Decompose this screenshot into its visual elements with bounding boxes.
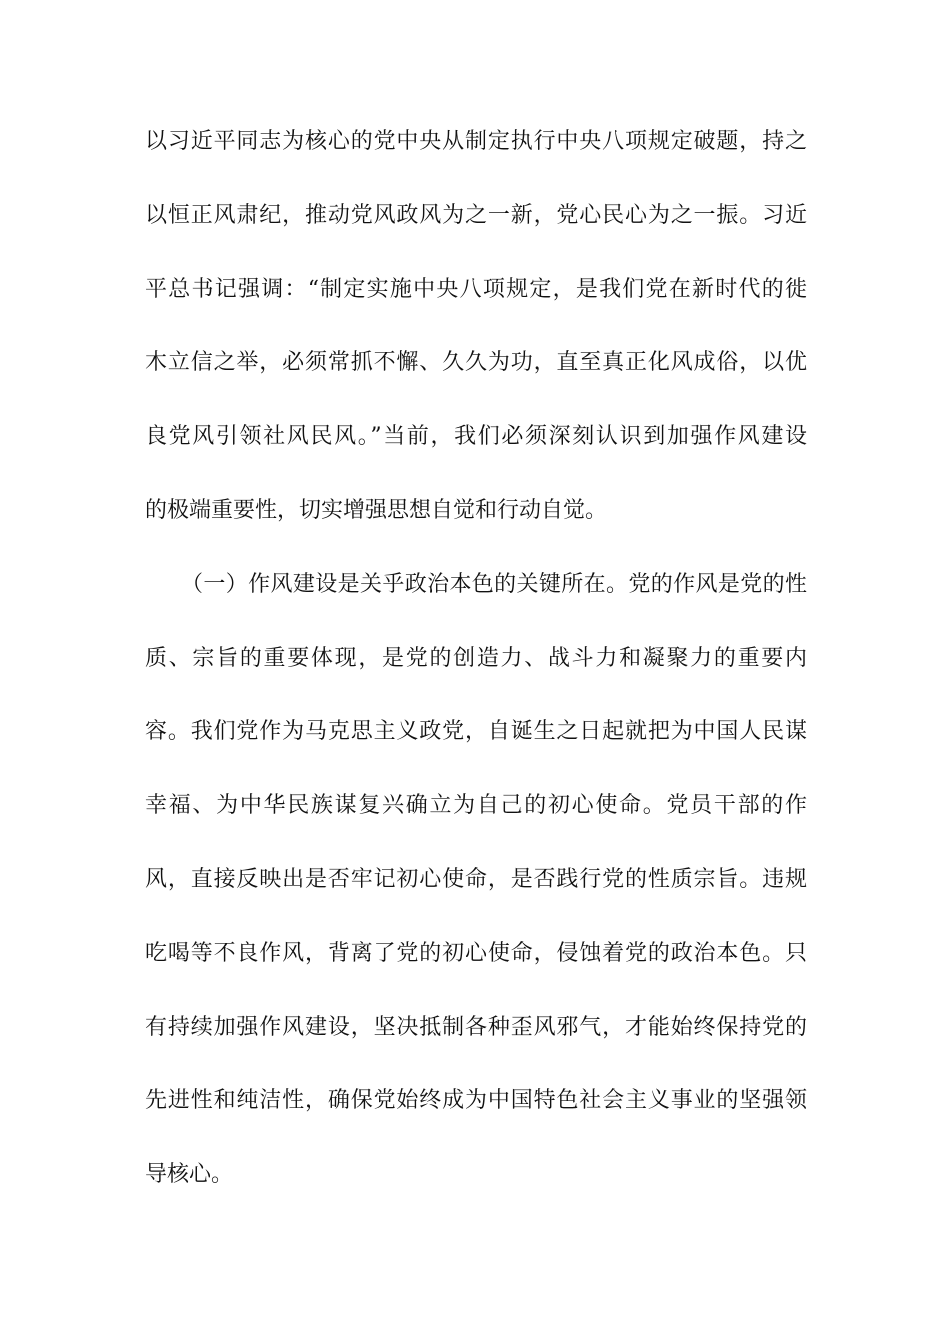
text-line: 以恒正风肃纪，推动党风政风为之一新，党心民心为之一振。习近 [145, 202, 807, 228]
text-line: 良党风引领社风民风。”当前，我们必须深刻认识到加强作风建设 [145, 424, 807, 450]
text-line: 有持续加强作风建设，坚决抵制各种歪风邪气，才能始终保持党的 [145, 1014, 807, 1040]
section-heading-line: （一）作风建设是关乎政治本色的关键所在。党的作风是党的性 [181, 571, 807, 597]
text-line: 导核心。 [145, 1162, 234, 1188]
text-line: 风，直接反映出是否牢记初心使命，是否践行党的性质宗旨。违规 [145, 866, 807, 892]
paragraph-intro [145, 105, 807, 548]
text-line: 的极端重要性，切实增强思想自觉和行动自觉。 [145, 497, 608, 523]
text-line: 以习近平同志为核心的党中央从制定执行中央八项规定破题，持之 [145, 129, 807, 154]
document-page [145, 105, 807, 1212]
text-line: 质、宗旨的重要体现，是党的创造力、战斗力和凝聚力的重要内 [145, 645, 807, 671]
text-line: 先进性和纯洁性，确保党始终成为中国特色社会主义事业的坚强领 [145, 1088, 807, 1114]
text-line: 容。我们党作为马克思主义政党，自诞生之日起就把为中国人民谋 [145, 719, 807, 745]
paragraph-section-1 [145, 548, 807, 1212]
text-line: 幸福、为中华民族谋复兴确立为自己的初心使命。党员干部的作 [145, 793, 807, 819]
text-line: 木立信之举，必须常抓不懈、久久为功，直至真正化风成俗，以优 [145, 350, 807, 376]
text-line: 平总书记强调：“制定实施中央八项规定，是我们党在新时代的徙 [145, 276, 807, 302]
text-line: 吃喝等不良作风，背离了党的初心使命，侵蚀着党的政治本色。只 [145, 940, 807, 966]
